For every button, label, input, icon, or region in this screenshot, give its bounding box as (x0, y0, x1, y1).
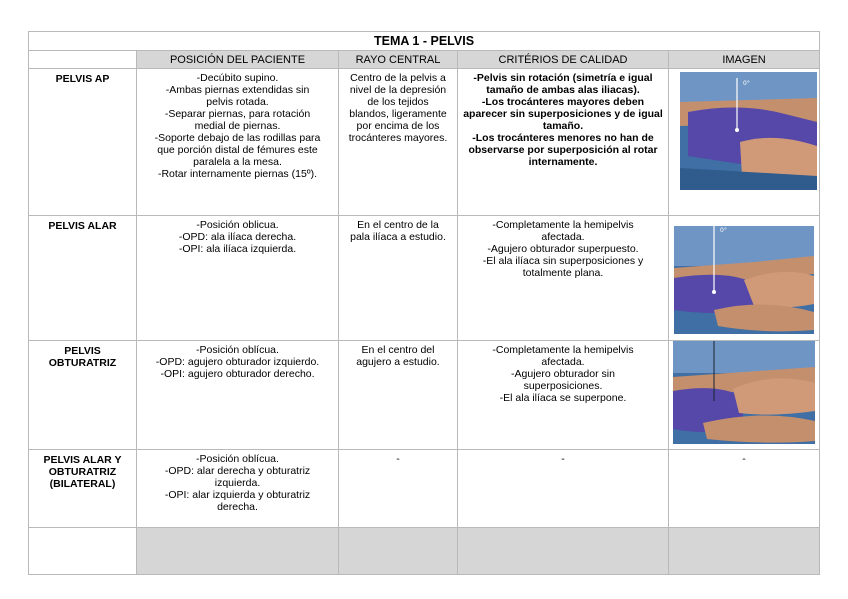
posicion-cell (137, 450, 339, 528)
table-row (29, 69, 820, 216)
text-line: -Agujero obturador sin (511, 368, 615, 380)
text-line: -OPD: agujero obturador izquierdo. (155, 356, 320, 368)
text-line: afectada. (541, 231, 585, 243)
text-line: nivel de la depresión (349, 84, 447, 96)
empty-cell (669, 528, 820, 575)
rayo-cell (339, 69, 458, 216)
text-line: - (561, 453, 565, 465)
text-line: -Rotar internamente piernas (15º). (157, 168, 318, 180)
posicion-cell (137, 69, 339, 216)
table-row (29, 528, 820, 575)
row-name: PELVIS ALAR (29, 216, 137, 341)
text-line: totalmente plana. (522, 267, 604, 279)
text-line: observarse por superposición al rotar (468, 144, 658, 156)
angle-label: 0° (743, 80, 750, 87)
table-row (29, 216, 820, 341)
criterios-cell (458, 450, 669, 528)
imagen-cell (669, 450, 820, 528)
text-line: superposiciones. (523, 380, 603, 392)
text-line: -Completamente la hemipelvis (492, 344, 634, 356)
text-line: izquierda. (214, 477, 261, 489)
imagen-cell (669, 341, 820, 450)
imagen-cell (669, 69, 820, 216)
text-line: -Los trocánteres menores no han de (472, 132, 654, 144)
text-line: medial de piernas. (194, 120, 281, 132)
text-line: En el centro de la (357, 219, 439, 231)
criterios-cell (458, 216, 669, 341)
posicion-cell (137, 216, 339, 341)
imagen-cell (669, 216, 820, 341)
text-line: derecha. (217, 501, 258, 513)
text-line: paralela a la mesa. (193, 156, 282, 168)
text-line: trocánteres mayores. (348, 132, 448, 144)
pelvis-obturatriz-photo (673, 341, 815, 444)
rayo-cell (339, 450, 458, 528)
text-line: - (396, 453, 400, 465)
text-line: -Agujero obturador superpuesto. (487, 243, 639, 255)
text-line: Centro de la pelvis a (350, 72, 446, 84)
empty-cell (29, 528, 137, 575)
row-name: PELVIS AP (29, 69, 137, 216)
header-imagen: IMAGEN (669, 51, 820, 69)
text-line: -OPD: ala ilíaca derecha. (178, 231, 297, 243)
text-line: -Ambas piernas extendidas sin (165, 84, 310, 96)
text-line: de los tejidos (367, 96, 429, 108)
empty-cell (458, 528, 669, 575)
text-line: En el centro del (361, 344, 435, 356)
text-line: -El ala ilíaca se superpone. (499, 392, 627, 404)
row-name: PELVIS ALAR Y OBTURATRIZ (BILATERAL) (29, 450, 137, 528)
text-line: -Pelvis sin rotación (simetría e igual (473, 72, 653, 84)
text-line: -Decúbito supino. (196, 72, 279, 84)
header-empty (29, 51, 137, 69)
text-line: pelvis rotada. (206, 96, 269, 108)
pelvis-table (28, 31, 820, 575)
text-line: -Soporte debajo de las rodillas para (154, 132, 321, 144)
criterios-cell (458, 341, 669, 450)
text-line: -Posición oblicua. (196, 219, 279, 231)
angle-label: 0° (720, 227, 727, 234)
text-line: afectada. (541, 356, 585, 368)
text-line: -OPI: alar izquierda y obturatriz (164, 489, 311, 501)
text-line: -Completamente la hemipelvis (492, 219, 634, 231)
text-line: -Posición oblícua. (196, 453, 279, 465)
text-line: - (742, 453, 746, 465)
header-posicion: POSICIÓN DEL PACIENTE (137, 51, 339, 69)
pelvis-ap-photo (680, 72, 817, 190)
text-line: -OPI: agujero obturador derecho. (160, 368, 315, 380)
text-line: -OPI: ala ilíaca izquierda. (178, 243, 297, 255)
text-line: -OPD: alar derecha y obturatriz (164, 465, 311, 477)
text-line: blandos, ligeramente (349, 108, 447, 120)
text-line: pala ilíaca a estudio. (350, 231, 446, 243)
text-line: internamente. (528, 156, 598, 168)
rayo-cell (339, 216, 458, 341)
header-criterios: CRITÉRIOS DE CALIDAD (458, 51, 669, 69)
posicion-cell (137, 341, 339, 450)
empty-cell (137, 528, 339, 575)
text-line: tamaño de ambas alas iliacas). (486, 84, 640, 96)
header-row (29, 51, 820, 69)
text-line: por encima de los (356, 120, 440, 132)
text-line: tamaño. (542, 120, 584, 132)
text-line: agujero a estudio. (356, 356, 440, 368)
empty-cell (339, 528, 458, 575)
table-row (29, 341, 820, 450)
text-line: que porción distal de fémures este (157, 144, 318, 156)
text-line: -Separar piernas, para rotación (164, 108, 311, 120)
criterios-cell (458, 69, 669, 216)
text-line: -Los trocánteres mayores deben (481, 96, 645, 108)
rayo-cell (339, 341, 458, 450)
table-row (29, 450, 820, 528)
text-line: -Posición oblícua. (196, 344, 279, 356)
pelvis-alar-photo (674, 226, 814, 334)
row-name: PELVIS OBTURATRIZ (29, 341, 137, 450)
table-title: TEMA 1 - PELVIS (29, 32, 820, 51)
header-rayo: RAYO CENTRAL (339, 51, 458, 69)
text-line: -El ala ilíaca sin superposiciones y (482, 255, 644, 267)
text-line: aparecer sin superposiciones y de igual (463, 108, 663, 120)
